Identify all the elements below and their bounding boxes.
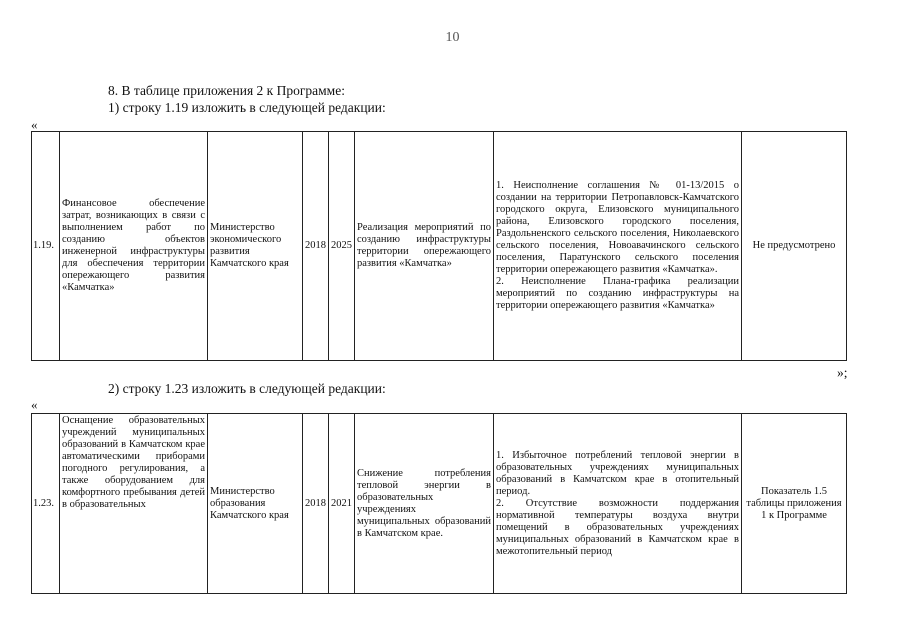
risk-item: 1. Избыточное потреблений тепловой энергии в образовательных учреждениях муниципальных образований в Камчатском крае в отопительный период.: [496, 449, 739, 497]
table-row-1-23: [31, 413, 847, 594]
executor: Министерство образования Камчатского края: [208, 414, 303, 594]
subitem-2-instruction: 2) строку 1.23 изложить в следующей редакции:: [108, 381, 386, 396]
opening-quote-2: «: [31, 397, 38, 412]
expected-result: Снижение потребления тепловой энергии в образовательных учреждениях муниципальных образований в Камчатском крае.: [355, 414, 494, 594]
indicator: Не предусмотрено: [742, 132, 847, 361]
section-item-8: 8. В таблице приложения 2 к Программе:: [108, 83, 345, 98]
measure-name: Финансовое обеспечение затрат, возникающих в связи с выполнением работ по созданию объектов инженерной инфраструктуры для обеспечения территории опережающего развития «Камчатка»: [60, 132, 208, 361]
subitem-1-instruction: 1) строку 1.19 изложить в следующей редакции:: [108, 100, 386, 115]
risks: [494, 132, 742, 361]
table-row-1-19: [31, 131, 847, 361]
page-number: 10: [445, 30, 460, 45]
risk-item: 2. Неисполнение Плана-графика реализации мероприятий по созданию инфраструктуры на территории опережающего развития «Камчатка»: [496, 276, 739, 311]
row-number: 1.19.: [32, 132, 60, 361]
risks: [494, 414, 742, 594]
year-start: 2018: [303, 414, 329, 594]
year-end: 2021: [329, 414, 355, 594]
row-number: 1.23.: [32, 414, 60, 594]
risk-item: 2. Отсутствие возможности поддержания нормативной температуры воздуха внутри помещений в образовательных учреждениях муниципальных образований в Камчатском крае в межотопительный период: [496, 497, 739, 557]
measure-name: Оснащение образовательных учреждений муниципальных образований в Камчатском крае автоматическими приборами погодного регулирования, а также оборудованием для комфортного пребывания детей в образовательных: [60, 414, 208, 594]
year-start: 2018: [303, 132, 329, 361]
opening-quote-1: «: [31, 117, 38, 132]
closing-quote-1: »;: [837, 365, 848, 380]
year-end: 2025: [329, 132, 355, 361]
indicator: Показатель 1.5 таблицы приложения 1 к Программе: [742, 414, 847, 594]
executor: Министерство экономического развития Камчатского края: [208, 132, 303, 361]
expected-result: Реализация мероприятий по созданию инфраструктуры территории опережающего развития «Камчатка»: [355, 132, 494, 361]
risk-item: 1. Неисполнение соглашения № 01-13/2015 о создании на территории Петропавловск-Камчатского городского округа, Елизовского муниципального района, Елизовского городского поселения, Раздольненского сельского поселения, Николаевского сельского поселения, Новоавачинского сельского поселения, Паратунского сельского поселения территории опережающего развития «Камчатка».: [496, 180, 739, 275]
